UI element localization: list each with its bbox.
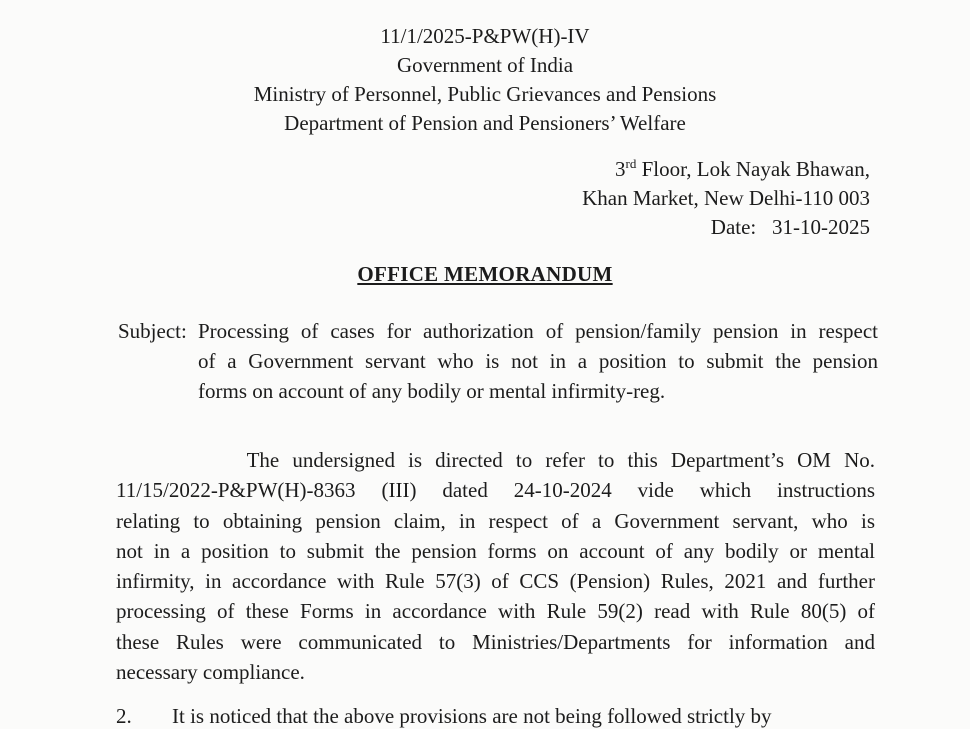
paragraph-line: these Rules were communicated to Ministries/Departments for information and — [116, 629, 875, 654]
subject-line: Processing of cases for authorization of pension/family pension in respect — [198, 319, 878, 343]
subject-block — [118, 316, 878, 406]
paragraph-line: The undersigned is directed to refer to this Department’s OM No. — [116, 448, 875, 472]
memo-title: OFFICE MEMORANDUM — [357, 262, 613, 286]
file-number: 11/1/2025-P&PW(H)-IV — [380, 24, 590, 48]
office-address — [582, 155, 870, 242]
government-name: Government of India — [396, 53, 574, 77]
address-line-2: Khan Market, New Delhi-110 003 — [582, 186, 870, 210]
address-line-1 — [582, 155, 870, 184]
paragraph-line: not in a position to submit the pension forms on account of any bodily or mental — [116, 538, 875, 563]
department-name: Department of Pension and Pensioners’ Welfare — [284, 111, 686, 135]
subject-text — [198, 316, 878, 406]
paragraph-line: relating to obtaining pension claim, in respect of a Government servant, who is — [116, 508, 875, 533]
paragraph-line: necessary compliance. — [116, 660, 305, 685]
paragraph-number: 2. — [116, 704, 132, 728]
paragraph-2 — [116, 704, 772, 729]
paragraph-2-text: It is noticed that the above provisions are not being followed strictly by — [172, 704, 772, 728]
subject-line: forms on account of any bodily or mental infirmity-reg. — [198, 379, 666, 403]
floor-suffix: rd — [625, 156, 637, 171]
subject-label: Subject: — [118, 319, 187, 343]
paragraph-1 — [116, 445, 875, 687]
paragraph-line: 11/15/2022-P&PW(H)-8363 (III) dated 24-10-2024 vide which instructions — [116, 478, 875, 503]
letterhead — [0, 22, 970, 138]
address-line-1-text: Floor, Lok Nayak Bhawan, — [636, 157, 870, 181]
floor-number: 3 — [615, 157, 626, 181]
ministry-name: Ministry of Personnel, Public Grievances and Pensions — [253, 82, 717, 106]
memo-date: Date: 31-10-2025 — [710, 215, 870, 239]
paragraph-line: processing of these Forms in accordance with Rule 59(2) read with Rule 80(5) of — [116, 599, 875, 624]
subject-line: of a Government servant who is not in a position to submit the pension — [198, 349, 878, 373]
paragraph-line: infirmity, in accordance with Rule 57(3) of CCS (Pension) Rules, 2021 and further — [116, 569, 875, 594]
